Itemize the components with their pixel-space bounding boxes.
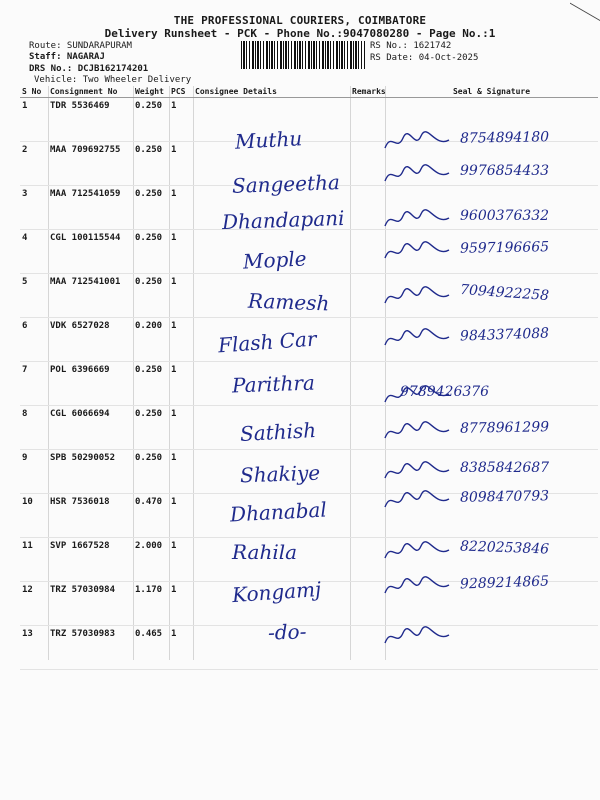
consignment-number: TDR 5536469 bbox=[48, 98, 133, 142]
pieces-count: 1 bbox=[169, 450, 193, 494]
signature-scribble bbox=[383, 458, 453, 486]
handwritten-consignee-name: Kongamj bbox=[231, 576, 322, 608]
handwritten-consignee-name: Rahila bbox=[232, 540, 298, 564]
serial-number: 5 bbox=[20, 274, 48, 318]
col-header-signature: Seal & Signature bbox=[385, 86, 598, 98]
remarks-cell bbox=[350, 230, 385, 274]
remarks-cell bbox=[350, 186, 385, 230]
handwritten-consignee-name: Parithra bbox=[231, 370, 316, 398]
weight-value: 0.250 bbox=[133, 142, 169, 186]
route-label: Route: SUNDARAPURAM bbox=[29, 41, 132, 51]
consignment-number: TRZ 57030984 bbox=[48, 582, 133, 626]
consignment-number: MAA 712541059 bbox=[48, 186, 133, 230]
handwritten-consignee-name: Sangeetha bbox=[231, 170, 341, 198]
remarks-cell bbox=[350, 626, 385, 670]
signature-scribble bbox=[383, 382, 453, 410]
serial-number: 9 bbox=[20, 450, 48, 494]
signature-scribble bbox=[383, 573, 453, 601]
handwritten-phone-number: 7094922258 bbox=[459, 281, 550, 305]
pieces-count: 1 bbox=[169, 230, 193, 274]
consignment-number: TRZ 57030983 bbox=[48, 626, 133, 670]
table-header-row bbox=[20, 86, 598, 98]
rs-number: RS No.: 1621742 bbox=[370, 41, 452, 51]
handwritten-phone-number: 8754894180 bbox=[459, 129, 550, 147]
handwritten-consignee-name: Dhanabal bbox=[229, 497, 328, 527]
weight-value: 0.250 bbox=[133, 362, 169, 406]
runsheet-subtitle: Delivery Runsheet - PCK - Phone No.:9047080280 - Page No.:1 bbox=[104, 27, 496, 40]
remarks-cell bbox=[350, 142, 385, 186]
serial-number: 1 bbox=[20, 98, 48, 142]
consignment-number: MAA 712541001 bbox=[48, 274, 133, 318]
rs-date: RS Date: 04-Oct-2025 bbox=[370, 53, 479, 63]
pieces-count: 1 bbox=[169, 318, 193, 362]
serial-number: 10 bbox=[20, 494, 48, 538]
pieces-count: 1 bbox=[169, 186, 193, 230]
consignment-number: CGL 6066694 bbox=[48, 406, 133, 450]
col-header-remarks: Remarks bbox=[352, 87, 386, 96]
pieces-count: 1 bbox=[169, 494, 193, 538]
staff-label: Staff: NAGARAJ bbox=[29, 52, 105, 62]
handwritten-phone-number: 9789426376 bbox=[400, 384, 490, 400]
col-header-consignee: Consignee Details bbox=[193, 86, 350, 98]
col-header-weight: Weight bbox=[133, 86, 169, 98]
signature-scribble bbox=[383, 487, 453, 515]
signature-scribble bbox=[383, 325, 453, 353]
weight-value: 0.470 bbox=[133, 494, 169, 538]
handwritten-consignee-name: Mople bbox=[242, 246, 308, 274]
signature-scribble bbox=[383, 623, 453, 651]
consignment-number: SPB 50290052 bbox=[48, 450, 133, 494]
weight-value: 0.200 bbox=[133, 318, 169, 362]
signature-scribble bbox=[383, 206, 453, 234]
handwritten-consignee-name: Sathish bbox=[239, 418, 317, 446]
handwritten-phone-number: 9843374088 bbox=[459, 325, 550, 345]
weight-value: 1.170 bbox=[133, 582, 169, 626]
serial-number: 13 bbox=[20, 626, 48, 670]
serial-number: 6 bbox=[20, 318, 48, 362]
consignment-number: MAA 709692755 bbox=[48, 142, 133, 186]
serial-number: 4 bbox=[20, 230, 48, 274]
handwritten-consignee-name: -do- bbox=[267, 619, 307, 645]
consignment-number: VDK 6527028 bbox=[48, 318, 133, 362]
col-header-pcs: PCS bbox=[169, 86, 193, 98]
handwritten-phone-number: 8778961299 bbox=[459, 419, 550, 437]
serial-number: 3 bbox=[20, 186, 48, 230]
remarks-cell bbox=[350, 406, 385, 450]
handwritten-phone-number: 9597196665 bbox=[459, 239, 550, 257]
handwritten-consignee-name: Shakiye bbox=[239, 460, 321, 488]
handwritten-consignee-name: Muthu bbox=[234, 126, 303, 154]
weight-value: 0.465 bbox=[133, 626, 169, 670]
vehicle-label: Vehicle: Two Wheeler Delivery bbox=[34, 75, 192, 85]
consignment-number: POL 6396669 bbox=[48, 362, 133, 406]
col-header-sno: S No bbox=[20, 86, 48, 98]
company-title: THE PROFESSIONAL COURIERS, COIMBATORE bbox=[173, 14, 427, 27]
handwritten-phone-number: 8385842687 bbox=[460, 460, 550, 476]
remarks-cell bbox=[350, 450, 385, 494]
pieces-count: 1 bbox=[169, 274, 193, 318]
handwritten-consignee-name: Flash Car bbox=[217, 326, 318, 358]
serial-number: 11 bbox=[20, 538, 48, 582]
weight-value: 0.250 bbox=[133, 274, 169, 318]
handwritten-phone-number: 9600376332 bbox=[460, 208, 550, 224]
weight-value: 0.250 bbox=[133, 186, 169, 230]
pieces-count: 1 bbox=[169, 538, 193, 582]
signature-scribble bbox=[383, 238, 453, 266]
serial-number: 7 bbox=[20, 362, 48, 406]
pieces-count: 1 bbox=[169, 142, 193, 186]
remarks-cell bbox=[350, 318, 385, 362]
remarks-cell bbox=[350, 538, 385, 582]
pieces-count: 1 bbox=[169, 98, 193, 142]
drs-label: DRS No.: DCJB162174201 bbox=[29, 64, 149, 74]
serial-number: 2 bbox=[20, 142, 48, 186]
weight-value: 0.250 bbox=[133, 98, 169, 142]
weight-value: 2.000 bbox=[133, 538, 169, 582]
weight-value: 0.250 bbox=[133, 230, 169, 274]
consignment-number: HSR 7536018 bbox=[48, 494, 133, 538]
pieces-count: 1 bbox=[169, 626, 193, 670]
serial-number: 8 bbox=[20, 406, 48, 450]
signature-scribble bbox=[383, 128, 453, 156]
pieces-count: 1 bbox=[169, 582, 193, 626]
col-header-consignment: Consignment No bbox=[48, 86, 133, 98]
pieces-count: 1 bbox=[169, 406, 193, 450]
handwritten-phone-number: 8220253846 bbox=[459, 538, 550, 558]
signature-scribble bbox=[383, 283, 453, 311]
pieces-count: 1 bbox=[169, 362, 193, 406]
handwritten-phone-number: 9289214865 bbox=[459, 573, 550, 593]
remarks-cell bbox=[350, 582, 385, 626]
consignment-number: CGL 100115544 bbox=[48, 230, 133, 274]
table-row bbox=[20, 626, 598, 670]
handwritten-consignee-name: Ramesh bbox=[247, 288, 330, 316]
serial-number: 12 bbox=[20, 582, 48, 626]
remarks-cell bbox=[350, 98, 385, 142]
weight-value: 0.250 bbox=[133, 450, 169, 494]
remarks-cell bbox=[350, 274, 385, 318]
handwritten-phone-number: 9976854433 bbox=[460, 163, 550, 179]
barcode bbox=[241, 41, 365, 69]
signature-scribble bbox=[383, 538, 453, 566]
remarks-cell bbox=[350, 494, 385, 538]
handwritten-phone-number: 8098470793 bbox=[459, 488, 550, 506]
signature-scribble bbox=[383, 418, 453, 446]
signature-scribble bbox=[383, 161, 453, 189]
handwritten-consignee-name: Dhandapani bbox=[221, 205, 345, 235]
remarks-cell bbox=[350, 362, 385, 406]
consignment-number: SVP 1667528 bbox=[48, 538, 133, 582]
weight-value: 0.250 bbox=[133, 406, 169, 450]
